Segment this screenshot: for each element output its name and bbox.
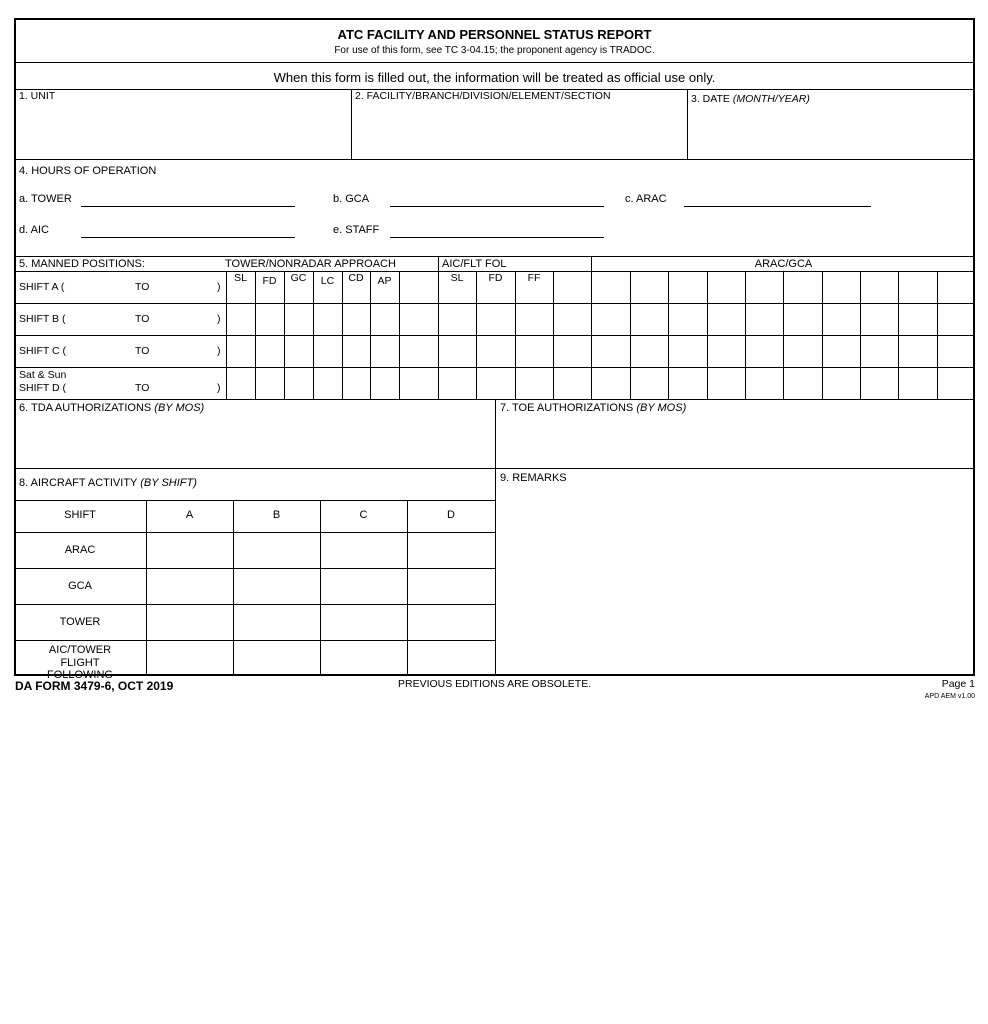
position-count-cell[interactable] [823,304,859,334]
date-field[interactable] [689,108,973,158]
shift-to-label: TO [135,313,150,325]
column-header-cd: CD [348,272,364,284]
shift-end-field[interactable] [153,337,215,365]
position-count-cell[interactable] [227,285,254,302]
shift-start-field[interactable] [70,305,130,333]
position-count-cell[interactable] [631,304,667,334]
position-count-cell[interactable] [784,368,821,398]
activity-row-label: ARAC [64,544,96,556]
tda-label: 6. TDA AUTHORIZATIONS (BY MOS) [19,402,205,414]
activity-row-label: GCA [68,580,92,592]
position-count-cell[interactable] [554,336,590,366]
position-count-cell[interactable] [554,285,590,302]
obsolete-note: PREVIOUS EDITIONS ARE OBSOLETE. [398,678,592,690]
divider [495,399,496,676]
position-count-cell[interactable] [400,285,437,302]
tower-hours-field[interactable] [81,206,295,207]
activity-count-cell[interactable] [147,641,232,675]
shift-start-field[interactable] [70,369,130,397]
position-count-cell[interactable] [439,285,475,302]
activity-count-cell[interactable] [147,569,232,603]
position-count-cell[interactable] [285,304,312,334]
position-count-cell[interactable] [343,304,369,334]
toe-label: 7. TOE AUTHORIZATIONS (BY MOS) [500,402,687,414]
shift-label: SHIFT A ( [19,281,65,293]
position-count-cell[interactable] [554,368,590,398]
position-count-cell[interactable] [371,304,398,334]
date-label: 3. DATE (MONTH/YEAR) [691,93,810,105]
activity-count-cell[interactable] [234,569,319,603]
column-header-ff: FF [527,272,541,284]
column-header-sl: SL [234,272,247,284]
column-header-fd: FD [488,272,503,284]
manned-positions-label: 5. MANNED POSITIONS: [19,258,145,270]
activity-row-label: AIC/TOWER FLIGHT FOLLOWING [46,644,113,682]
position-count-cell[interactable] [899,368,936,398]
remarks-label: 9. REMARKS [500,472,567,484]
hours-label: 4. HOURS OF OPERATION [19,165,157,177]
shift-header-d: D [447,509,455,521]
position-count-cell[interactable] [746,368,782,398]
position-count-cell[interactable] [592,285,629,302]
activity-count-cell[interactable] [321,641,406,675]
position-count-cell[interactable] [314,336,341,366]
divider [687,89,688,160]
official-use-notice: When this form is filled out, the information will be treated as official use only. [273,70,716,85]
position-count-cell[interactable] [631,368,667,398]
position-count-cell[interactable] [314,368,341,398]
shift-weekend-note: Sat & Sun [19,369,67,381]
divider [591,256,592,272]
shift-to-label: TO [135,382,150,394]
position-count-cell[interactable] [400,368,437,398]
position-count-cell[interactable] [669,304,706,334]
shift-end-field[interactable] [153,305,215,333]
remarks-field[interactable] [497,488,973,673]
page-number: Page 1 [941,678,975,690]
unit-field[interactable] [16,104,349,158]
position-count-cell[interactable] [285,336,312,366]
shift-header-b: B [272,509,281,521]
position-count-cell[interactable] [631,285,667,302]
arac-hours-label: c. ARAC [625,193,667,205]
shift-end-field[interactable] [153,369,215,397]
gca-hours-label: b. GCA [333,193,370,205]
activity-count-cell[interactable] [408,533,494,567]
position-count-cell[interactable] [708,336,744,366]
position-count-cell[interactable] [314,304,341,334]
shift-to-label: TO [135,345,150,357]
shift-header-c: C [359,509,368,521]
form-id: DA FORM 3479-6, OCT 2019 [15,679,174,693]
position-count-cell[interactable] [371,336,398,366]
position-count-cell[interactable] [227,304,254,334]
position-count-cell[interactable] [669,336,706,366]
position-count-cell[interactable] [708,285,744,302]
activity-row-label: TOWER [59,616,101,628]
position-count-cell[interactable] [516,368,552,398]
position-count-cell[interactable] [899,304,936,334]
facility-label: 2. FACILITY/BRANCH/DIVISION/ELEMENT/SECTION [355,90,611,102]
position-count-cell[interactable] [256,368,283,398]
position-count-cell[interactable] [477,285,514,302]
position-count-cell[interactable] [899,285,936,302]
activity-count-cell[interactable] [408,605,494,639]
shift-start-field[interactable] [70,273,130,301]
position-count-cell[interactable] [477,336,514,366]
position-count-cell[interactable] [899,336,936,366]
activity-count-cell[interactable] [234,533,319,567]
position-count-cell[interactable] [784,304,821,334]
activity-count-cell[interactable] [147,605,232,639]
position-count-cell[interactable] [592,336,629,366]
tda-field[interactable] [16,416,493,466]
position-count-cell[interactable] [343,285,369,302]
arac-group-header: ARAC/GCA [754,258,813,270]
aic-hours-field[interactable] [81,237,295,238]
position-count-cell[interactable] [746,336,782,366]
position-count-cell[interactable] [823,285,859,302]
aic-hours-label: d. AIC [19,224,49,236]
shift-start-field[interactable] [70,337,130,365]
position-count-cell[interactable] [861,368,897,398]
position-count-cell[interactable] [592,304,629,334]
divider [14,62,975,63]
position-count-cell[interactable] [227,336,254,366]
shift-label: SHIFT C ( [19,345,67,357]
position-count-cell[interactable] [314,285,341,302]
position-count-cell[interactable] [516,285,552,302]
version-label: APD AEM v1.00 [924,693,975,700]
column-header-lc: LC [320,275,335,287]
position-count-cell[interactable] [823,368,859,398]
activity-count-cell[interactable] [147,533,232,567]
divider [14,256,975,257]
position-count-cell[interactable] [861,336,897,366]
position-count-cell[interactable] [439,304,475,334]
column-header-sl: SL [450,272,464,284]
facility-field[interactable] [353,104,685,158]
staff-hours-field[interactable] [390,237,604,238]
position-count-cell[interactable] [256,285,283,302]
position-count-cell[interactable] [400,304,437,334]
position-count-cell[interactable] [784,285,821,302]
position-count-cell[interactable] [938,304,974,334]
position-count-cell[interactable] [256,336,283,366]
position-count-cell[interactable] [439,368,475,398]
tower-hours-label: a. TOWER [19,193,72,205]
unit-label: 1. UNIT [19,90,56,102]
shift-label: SHIFT D ( [19,382,67,394]
aic-group-header: AIC/FLT FOL [442,258,507,270]
position-count-cell[interactable] [371,285,398,302]
position-count-cell[interactable] [938,336,974,366]
shift-header-a: A [185,509,194,521]
position-count-cell[interactable] [256,304,283,334]
divider [351,89,352,160]
shift-column-header: SHIFT [64,509,96,521]
position-count-cell[interactable] [285,285,312,302]
staff-hours-label: e. STAFF [333,224,380,236]
shift-label: SHIFT B ( [19,313,66,325]
position-count-cell[interactable] [708,368,744,398]
position-count-cell[interactable] [861,285,897,302]
position-count-cell[interactable] [554,304,590,334]
toe-field[interactable] [497,416,973,466]
position-count-cell[interactable] [708,304,744,334]
position-count-cell[interactable] [227,368,254,398]
position-count-cell[interactable] [592,368,629,398]
form-subtitle: For use of this form, see TC 3-04.15; the proponent agency is TRADOC. [334,45,655,56]
position-count-cell[interactable] [477,304,514,334]
position-count-cell[interactable] [861,304,897,334]
activity-count-cell[interactable] [321,533,406,567]
divider [14,468,975,469]
form-title: ATC FACILITY AND PERSONNEL STATUS REPORT [337,27,652,42]
column-header-gc: GC [290,272,307,284]
position-count-cell[interactable] [746,285,782,302]
activity-count-cell[interactable] [321,569,406,603]
shift-to-label: TO [135,281,150,293]
position-count-cell[interactable] [285,368,312,398]
position-count-cell[interactable] [938,285,974,302]
position-count-cell[interactable] [516,336,552,366]
tower-group-header: TOWER/NONRADAR APPROACH [225,258,396,270]
shift-close-paren: ) [217,382,221,394]
shift-close-paren: ) [217,281,221,293]
shift-end-field[interactable] [153,273,215,301]
position-count-cell[interactable] [400,336,437,366]
position-count-cell[interactable] [343,336,369,366]
position-count-cell[interactable] [477,368,514,398]
position-count-cell[interactable] [371,368,398,398]
position-count-cell[interactable] [669,285,706,302]
position-count-cell[interactable] [784,336,821,366]
divider [14,159,975,160]
activity-count-cell[interactable] [234,605,319,639]
column-header-fd: FD [262,275,277,287]
activity-count-cell[interactable] [408,641,494,675]
position-count-cell[interactable] [439,336,475,366]
divider [14,500,495,501]
activity-count-cell[interactable] [321,605,406,639]
activity-count-cell[interactable] [234,641,319,675]
position-count-cell[interactable] [516,304,552,334]
position-count-cell[interactable] [823,336,859,366]
activity-count-cell[interactable] [408,569,494,603]
position-count-cell[interactable] [938,368,974,398]
divider [438,256,439,272]
shift-close-paren: ) [217,345,221,357]
activity-label: 8. AIRCRAFT ACTIVITY (BY SHIFT) [19,477,197,489]
column-header-ap: AP [377,275,392,287]
position-count-cell[interactable] [343,368,369,398]
position-count-cell[interactable] [669,368,706,398]
gca-hours-field[interactable] [390,206,604,207]
shift-close-paren: ) [217,313,221,325]
position-count-cell[interactable] [746,304,782,334]
position-count-cell[interactable] [631,336,667,366]
arac-hours-field[interactable] [684,206,871,207]
